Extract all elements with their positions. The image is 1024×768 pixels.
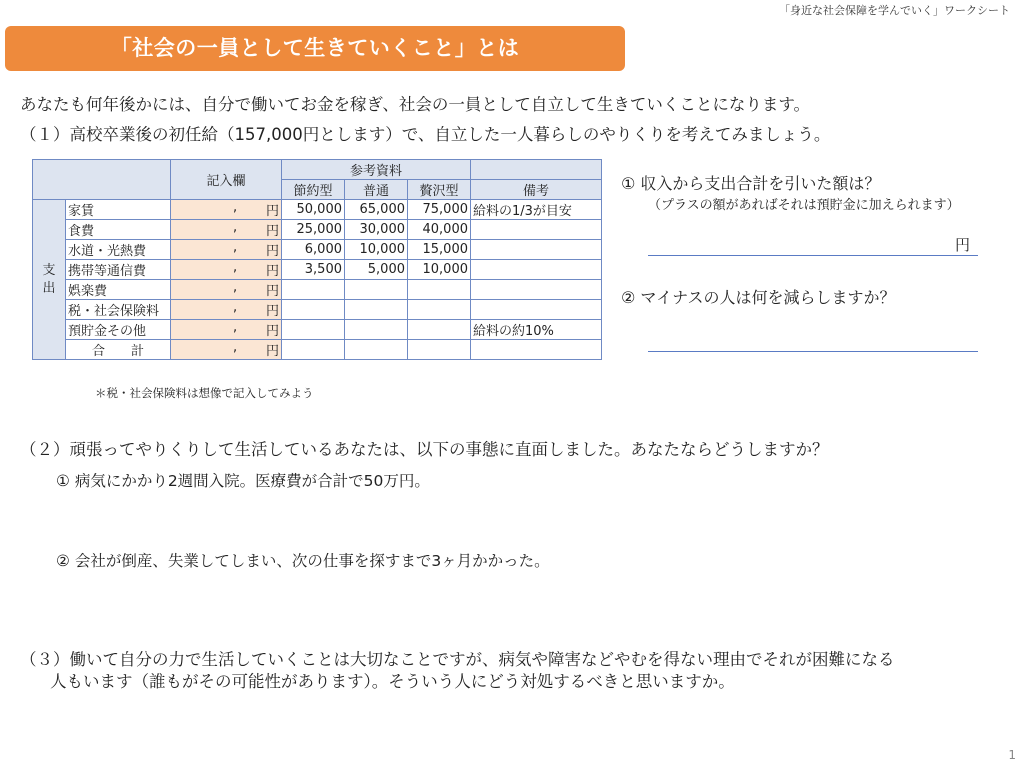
value-luxury: 75,000 — [408, 200, 471, 220]
row-note — [471, 220, 602, 240]
value-saving: 6,000 — [282, 240, 345, 260]
side-question-1: ① 収入から支出合計を引いた額は？ — [621, 174, 881, 193]
value-saving: 50,000 — [282, 200, 345, 220]
expense-vertical-label: 支 出 — [33, 200, 66, 360]
entry-field[interactable]: , 円 — [171, 220, 282, 240]
value-luxury — [408, 320, 471, 340]
value-saving — [282, 320, 345, 340]
entry-field[interactable]: , 円 — [171, 240, 282, 260]
total-row — [33, 340, 602, 360]
value-luxury: 15,000 — [408, 240, 471, 260]
row-note: 給料の約10% — [471, 320, 602, 340]
sub-header-saving: 節約型 — [282, 180, 345, 200]
page-title: 「社会の一員として生きていくこと」とは — [5, 26, 625, 71]
value-luxury: 10,000 — [408, 260, 471, 280]
question-2: （２）頑張ってやりくりして生活しているあなたは、以下の事態に直面しました。あなたならどうしますか？ — [20, 440, 829, 459]
value-normal: 30,000 — [345, 220, 408, 240]
answer-line-2[interactable] — [648, 351, 978, 352]
question-1: （１）高校卒業後の初任給（157,000円とします）で、自立した一人暮らしのやりくりを考えてみましょう。 — [20, 125, 831, 144]
total-entry-field[interactable]: , 円 — [171, 340, 282, 360]
entry-field[interactable]: , 円 — [171, 280, 282, 300]
side-question-2: ② マイナスの人は何を減らしますか？ — [621, 288, 896, 307]
total-label: 合 計 — [66, 340, 171, 360]
value-saving — [282, 300, 345, 320]
note-header-top — [471, 160, 602, 180]
table-row — [33, 300, 602, 320]
table-row — [33, 200, 602, 220]
question-2-case-2: ② 会社が倒産、失業してしまい、次の仕事を探すまで3ヶ月かかった。 — [56, 552, 550, 570]
entry-field[interactable]: , 円 — [171, 300, 282, 320]
row-label: 税・社会保険料 — [66, 300, 171, 320]
question-3-line-1: （３）働いて自分の力で生活していくことは大切なことですが、病気や障害などやむを得ない理由でそれが困難になる — [20, 650, 895, 669]
value-saving: 25,000 — [282, 220, 345, 240]
note-header: 備考 — [471, 180, 602, 200]
total-note — [471, 340, 602, 360]
value-normal — [345, 300, 408, 320]
value-luxury — [408, 280, 471, 300]
row-note — [471, 280, 602, 300]
value-normal: 10,000 — [345, 240, 408, 260]
row-label: 娯楽費 — [66, 280, 171, 300]
value-luxury: 40,000 — [408, 220, 471, 240]
table-row — [33, 240, 602, 260]
side-question-1-note: （プラスの額があればそれは預貯金に加えられます） — [648, 198, 960, 213]
entry-field[interactable]: , 円 — [171, 320, 282, 340]
entry-column-header: 記入欄 — [171, 160, 282, 200]
answer-unit-yen: 円 — [955, 236, 971, 254]
table-row — [33, 260, 602, 280]
answer-line-1[interactable] — [648, 255, 978, 256]
total-normal — [345, 340, 408, 360]
value-saving: 3,500 — [282, 260, 345, 280]
total-luxury — [408, 340, 471, 360]
value-luxury — [408, 300, 471, 320]
row-note — [471, 240, 602, 260]
row-label: 携帯等通信費 — [66, 260, 171, 280]
entry-field[interactable]: , 円 — [171, 200, 282, 220]
question-2-case-1: ① 病気にかかり2週間入院。医療費が合計で50万円。 — [56, 472, 430, 490]
row-note — [471, 260, 602, 280]
entry-field[interactable]: , 円 — [171, 260, 282, 280]
row-label: 水道・光熱費 — [66, 240, 171, 260]
table-corner-cell — [33, 160, 171, 200]
value-saving — [282, 280, 345, 300]
page-number: 1 — [1008, 748, 1016, 762]
budget-table — [32, 159, 602, 360]
row-note: 給料の1/3が目安 — [471, 200, 602, 220]
row-label: 食費 — [66, 220, 171, 240]
value-normal: 5,000 — [345, 260, 408, 280]
intro-text: あなたも何年後かには、自分で働いてお金を稼ぎ、社会の一員として自立して生きていくことになります。 — [20, 95, 811, 114]
row-label: 家賃 — [66, 200, 171, 220]
reference-header: 参考資料 — [282, 160, 471, 180]
table-row — [33, 280, 602, 300]
question-3-line-2: 人もいます（誰もがその可能性があります）。そういう人にどう対処するべきと思いますか。 — [50, 672, 735, 691]
value-normal — [345, 320, 408, 340]
table-footnote: ＊税・社会保険料は想像で記入してみよう — [95, 386, 314, 400]
value-normal: 65,000 — [345, 200, 408, 220]
value-normal — [345, 280, 408, 300]
row-note — [471, 300, 602, 320]
sub-header-luxury: 贅沢型 — [408, 180, 471, 200]
sub-header-normal: 普通 — [345, 180, 408, 200]
total-saving — [282, 340, 345, 360]
row-label: 預貯金その他 — [66, 320, 171, 340]
table-row — [33, 220, 602, 240]
table-row — [33, 320, 602, 340]
worksheet-header-note: 「身近な社会保障を学んでいく」ワークシート — [779, 4, 1010, 17]
